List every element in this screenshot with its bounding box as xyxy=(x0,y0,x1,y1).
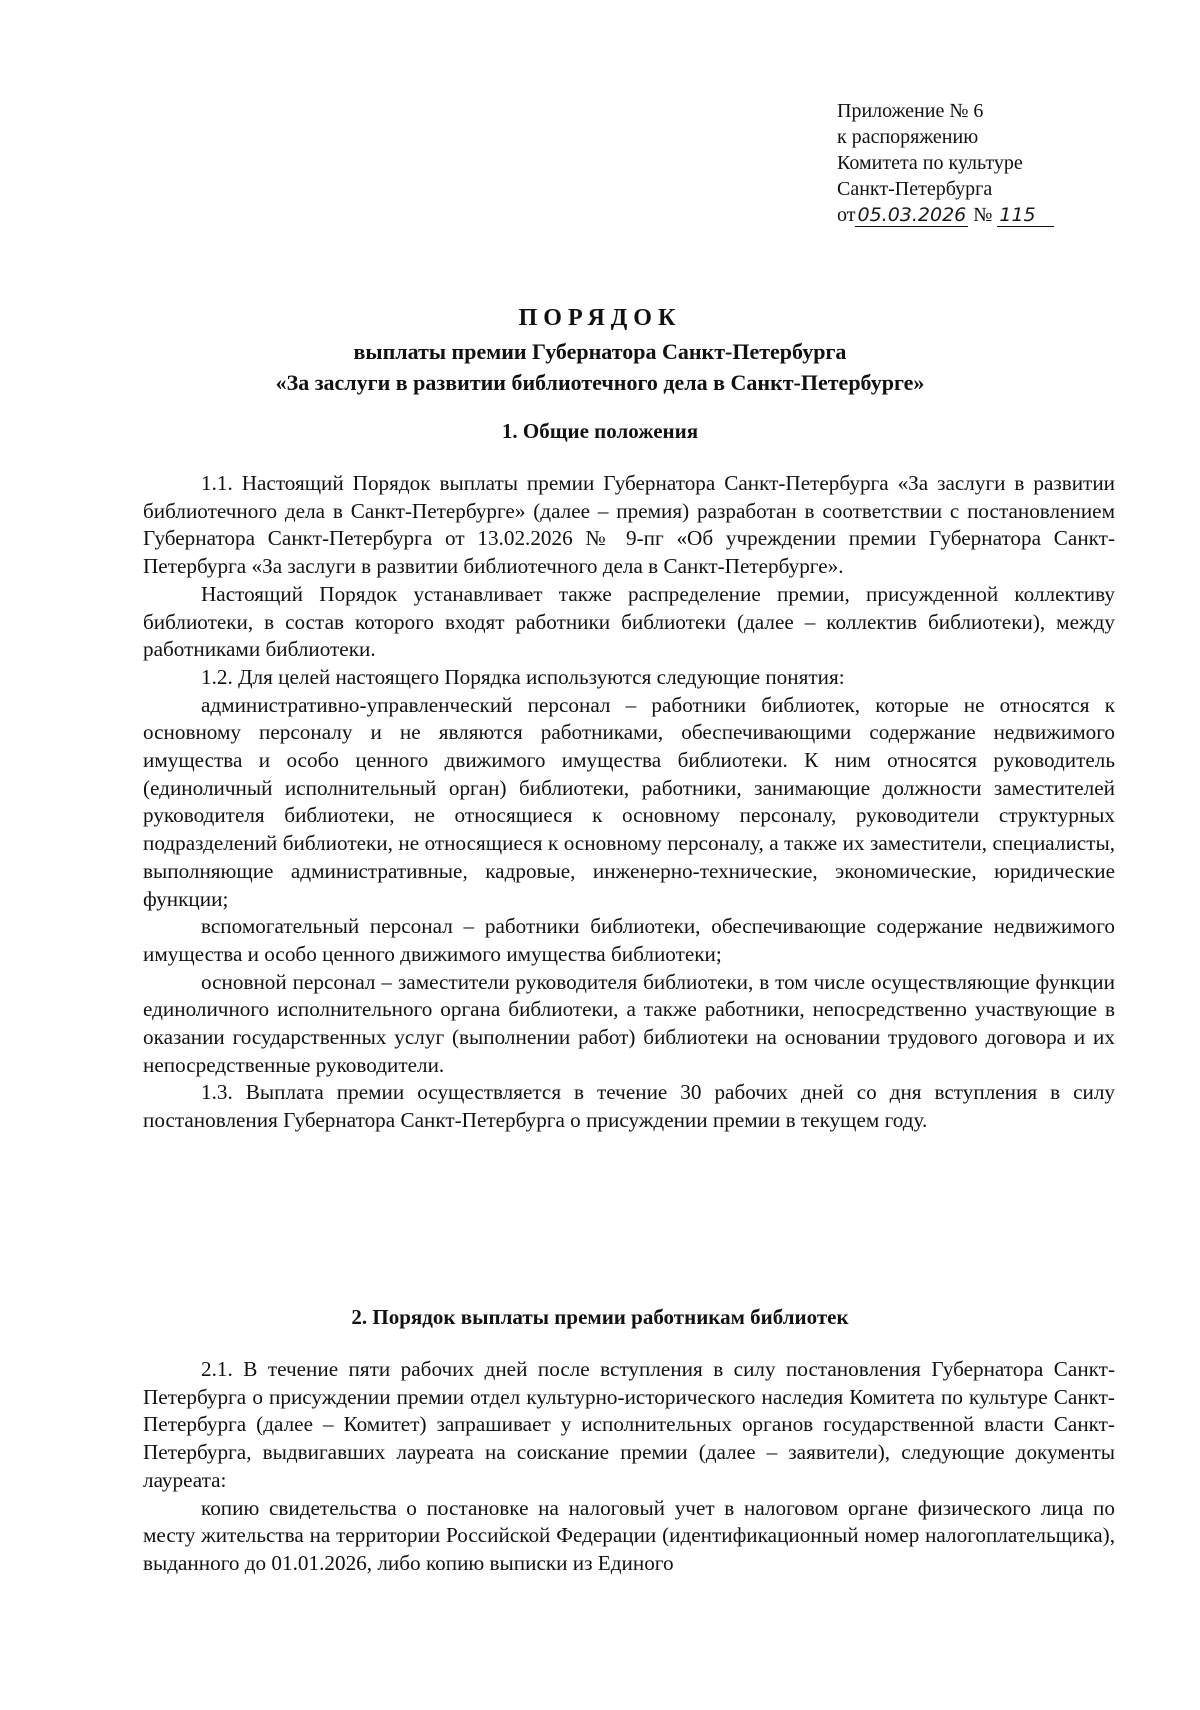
paragraph: копию свидетельства о постановке на налоговый учет в налоговом органе физического лица по месту жительства на территории Российской Федерации (идентификационный номер налогоплательщика), выданного до 01.01.2026, либо копию выписки из Единого xyxy=(143,1495,1115,1575)
date-prefix: от xyxy=(837,204,856,226)
subtitle-line-2: «За заслуги в развитии библиотечного дела в Санкт-Петербурге» xyxy=(275,370,925,395)
document-subtitle xyxy=(0,336,1200,398)
document-title: ПОРЯДОК xyxy=(518,305,682,331)
paragraph: 1.3. Выплата премии осуществляется в течение 30 рабочих дней со дня вступления в силу постановления Губернатора Санкт-Петербурга о присуждении премии в текущем году. xyxy=(143,1080,1115,1133)
section-1-body xyxy=(143,470,1115,1135)
appendix-date-line xyxy=(837,202,1054,228)
handwritten-number: 115 xyxy=(997,204,1053,227)
paragraph: вспомогательный персонал – работники библиотеки, обеспечивающие содержание недвижимого имущества и особо ценного движимого имущества библиотеки; xyxy=(143,914,1115,966)
appendix-line-2: к распоряжению xyxy=(837,126,979,148)
section-2-heading: 2. Порядок выплаты премии работникам библиотек xyxy=(351,1305,849,1329)
number-prefix: № xyxy=(973,204,993,226)
paragraph: основной персонал – заместители руководителя библиотеки, в том числе осуществляющие функции единоличного исполнительного органа библиотеки, а также работники, непосредственно участвующие в оказании государственных услуг (выполнении работ) библиотеки на основании трудового договора и их непосредственные руководители. xyxy=(143,969,1115,1077)
paragraph: Настоящий Порядок устанавливает также распределение премии, присужденной коллективу библиотеки, в состав которого входят работники библиотеки (далее – коллектив библиотеки), между работниками библиотеки. xyxy=(143,581,1115,662)
paragraph: административно-управленческий персонал – работники библиотек, которые не относятся к основному персоналу и не являются работниками, обеспечивающими содержание недвижимого имущества и особо ценного движимого имущества библиотеки. К ним относятся руководитель (единоличный исполнительный орган) библиотеки, работники, занимающие должности заместителей руководителя библиотеки, не относящиеся к основному персоналу, руководители структурных подразделений библиотеки, не относящиеся к основному персоналу, а также их заместители, специалисты, выполняющие административные, кадровые, инженерно-технические, экономические, юридические функции; xyxy=(143,692,1115,911)
appendix-block xyxy=(837,98,1054,228)
handwritten-date: 05.03.2026 xyxy=(857,204,967,226)
section-1-heading: 1. Общие положения xyxy=(501,419,699,443)
appendix-line-1: Приложение № 6 xyxy=(837,100,984,122)
subtitle-line-1: выплаты премии Губернатора Санкт-Петербурга xyxy=(353,339,847,364)
appendix-line-4: Санкт-Петербурга xyxy=(837,178,993,200)
paragraph: 1.1. Настоящий Порядок выплаты премии Губернатора Санкт-Петербурга «За заслуги в развитии библиотечного дела в Санкт-Петербурге» (далее – премия) разработан в соответствии с постановлением Губернатора Санкт-Петербурга от 13.02.2026 № 9-пг «Об учреждении премии Губернатора Санкт-Петербурга «За заслуги в развитии библиотечного дела в Санкт-Петербурге». xyxy=(143,471,1115,579)
paragraph: 1.2. Для целей настоящего Порядка используются следующие понятия: xyxy=(201,664,845,689)
appendix-line-3: Комитета по культуре xyxy=(837,152,1023,174)
section-2-body xyxy=(143,1356,1115,1578)
paragraph: 2.1. В течение пяти рабочих дней после вступления в силу постановления Губернатора Санкт-Петербурга о присуждении премии отдел культурно-исторического наследия Комитета по культуре Санкт-Петербурга (далее – Комитет) запрашивает у исполнительных органов государственной власти Санкт-Петербурга, выдвигавших лауреата на соискание премии (далее – заявители), следующие документы лауреата: xyxy=(143,1357,1115,1492)
